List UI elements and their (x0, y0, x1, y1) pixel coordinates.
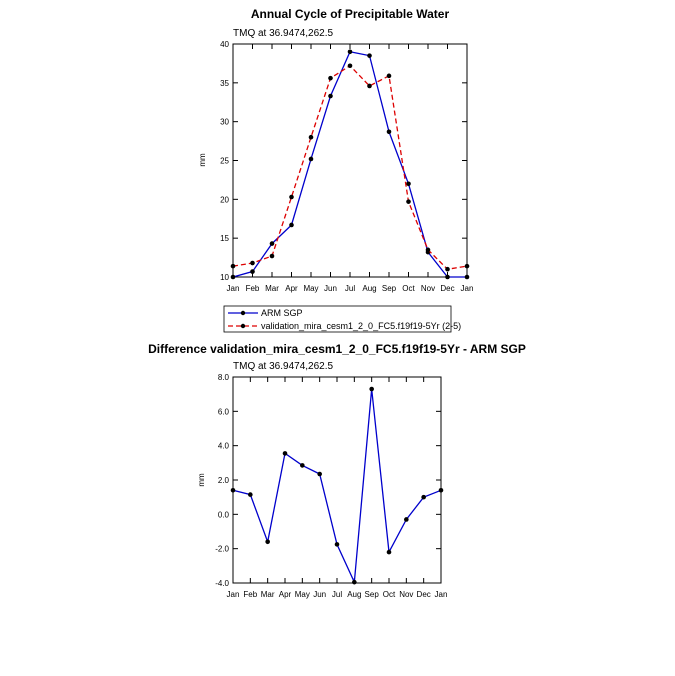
chart1-point-1-3 (289, 195, 294, 200)
chart1-point-1-9 (406, 199, 411, 204)
chart1-title: Annual Cycle of Precipitable Water (250, 7, 450, 21)
chart2-title: Difference validation_mira_cesm1_2_0_FC5.f19f19-5Yr - ARM SGP (148, 342, 526, 356)
chart1-point-1-7 (367, 84, 372, 89)
chart1-point-1-6 (348, 63, 353, 68)
legend-item-arm (228, 308, 303, 318)
chart1-point-0-11 (445, 275, 450, 280)
legend-label-model: validation_mira_cesm1_2_0_FC5.f19f19-5Yr (2-5) (261, 321, 462, 331)
chart1-point-0-12 (465, 275, 470, 280)
chart1-point-0-1 (250, 269, 255, 274)
chart2-point-0-3 (283, 451, 288, 456)
chart1-point-0-4 (309, 157, 314, 162)
chart2-xtick-label: Oct (382, 590, 396, 599)
chart1-xtick-label: Nov (420, 284, 436, 293)
chart2-point-0-12 (439, 488, 444, 493)
chart1-ytick-label: 15 (220, 234, 229, 244)
chart2-point-0-2 (265, 540, 270, 545)
chart1-xtick-label: Apr (285, 284, 298, 293)
chart2-xtick-label: Feb (243, 590, 258, 599)
chart2-point-0-4 (300, 463, 305, 468)
chart1-point-0-9 (406, 182, 411, 187)
chart1-ytick-label: 35 (220, 78, 229, 88)
chart1-xtick-label: Jul (344, 284, 356, 293)
chart1-ytick-label: 20 (220, 195, 229, 205)
chart2-series-line-0 (233, 389, 441, 582)
chart1-point-0-5 (328, 94, 333, 99)
chart2-frame (233, 377, 441, 583)
chart2-xtick-label: Dec (416, 590, 431, 599)
chart1-point-1-8 (387, 74, 392, 79)
chart2-ytick-label: 0.0 (217, 510, 229, 520)
chart2-ytick-label: 4.0 (217, 441, 229, 451)
chart2-xtick-label: Jan (434, 590, 448, 599)
legend-marker-arm (241, 311, 245, 315)
chart1-subtitle: TMQ at 36.9474,262.5 (233, 28, 334, 39)
legend-label-arm: ARM SGP (261, 308, 303, 318)
chart1-point-1-4 (309, 135, 314, 140)
chart1-xtick-label: Oct (402, 284, 415, 293)
chart2-point-0-6 (335, 542, 340, 547)
chart2-point-0-5 (317, 472, 322, 477)
chart1-xtick-label: Jun (324, 284, 337, 293)
chart1-point-0-2 (270, 241, 275, 246)
chart2-xtick-label: Nov (399, 590, 414, 599)
chart1-xtick-label: Dec (440, 284, 455, 293)
chart1-ytick-label: 40 (220, 40, 229, 49)
chart2-plot (215, 373, 447, 599)
chart2-ytick-label: -4.0 (215, 579, 229, 588)
chart2-ytick-label: 8.0 (217, 373, 229, 382)
chart2-ytick-label: -2.0 (215, 544, 229, 554)
chart2-xtick-label: Jul (331, 590, 343, 599)
chart2-ytick-label: 2.0 (217, 476, 229, 485)
chart2-point-0-7 (352, 580, 357, 585)
chart1-ytick-label: 10 (220, 273, 229, 282)
chart2-xtick-label: Jun (313, 590, 327, 599)
chart1-point-0-6 (348, 49, 353, 54)
chart1-point-1-1 (250, 261, 255, 266)
chart2-point-0-11 (421, 495, 426, 500)
chart1-ytick-label: 25 (220, 156, 229, 166)
chart1-xtick-label: May (303, 284, 319, 293)
chart2-ytick-label: 6.0 (217, 407, 229, 417)
chart2-xtick-label: Apr (278, 590, 292, 599)
chart1-point-1-2 (270, 254, 275, 259)
chart1-xtick-label: Aug (362, 284, 377, 293)
chart2-point-0-0 (231, 488, 236, 493)
chart2-point-0-10 (404, 517, 409, 522)
chart2-xtick-label: Jan (226, 590, 240, 599)
chart2-xtick-label: Aug (347, 590, 362, 599)
chart1-point-1-11 (445, 267, 450, 272)
chart1-xtick-label: Jan (460, 284, 474, 293)
chart1-point-1-10 (426, 248, 431, 253)
chart2-point-0-1 (248, 492, 253, 497)
chart2-xtick-label: Sep (364, 590, 379, 599)
chart2-point-0-8 (369, 387, 374, 392)
chart2-xtick-label: Mar (260, 590, 275, 599)
chart1-point-0-0 (231, 275, 236, 280)
chart1-series-line-0 (233, 52, 467, 277)
chart1-xtick-label: Sep (381, 284, 397, 293)
chart1-legend (224, 306, 461, 332)
chart2-xtick-label: May (294, 590, 310, 599)
chart1-ytick-label: 30 (220, 117, 229, 127)
chart2-point-0-9 (387, 550, 392, 555)
chart1-ylabel: mm (198, 153, 207, 167)
chart1-plot (220, 40, 473, 293)
legend-item-model (228, 321, 461, 331)
chart1-xtick-label: Mar (265, 284, 279, 293)
chart1-point-0-3 (289, 223, 294, 228)
chart1-point-0-7 (367, 53, 372, 58)
chart1-point-0-8 (387, 129, 392, 134)
chart1-point-1-5 (328, 76, 333, 81)
chart1-series-line-1 (233, 66, 467, 269)
chart1-frame (233, 44, 467, 277)
legend-marker-model (241, 324, 245, 328)
chart1-xtick-label: Feb (245, 284, 260, 293)
chart2-subtitle: TMQ at 36.9474,262.5 (233, 361, 334, 372)
chart1-point-1-0 (231, 264, 236, 269)
chart1-xtick-label: Jan (226, 284, 240, 293)
chart2-ylabel: mm (197, 473, 206, 487)
chart1-point-1-12 (465, 264, 470, 269)
